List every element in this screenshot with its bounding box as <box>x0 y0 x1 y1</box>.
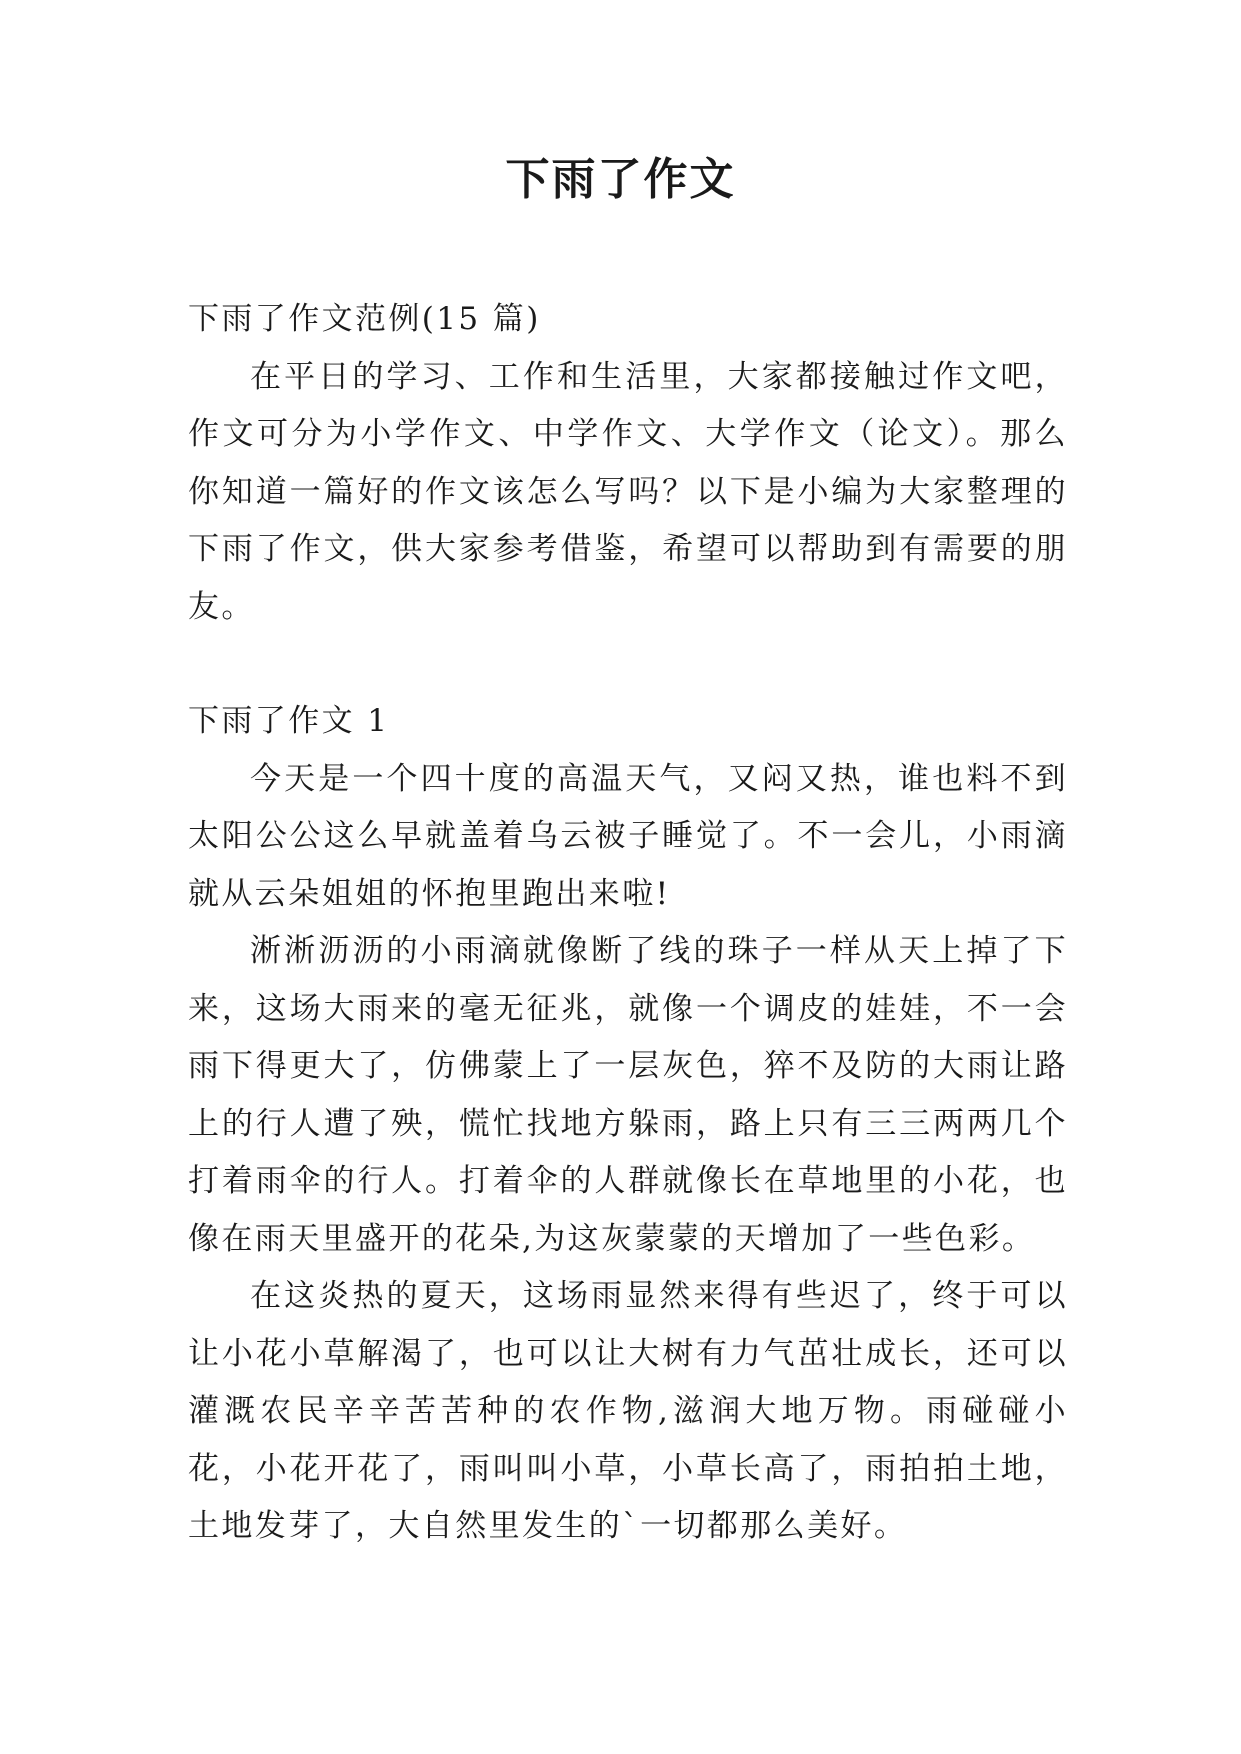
body-paragraph: 淅淅沥沥的小雨滴就像断了线的珠子一样从天上掉了下来，这场大雨来的毫无征兆，就像一个调皮的娃娃，不一会雨下得更大了，仿佛蒙上了一层灰色，猝不及防的大雨让路上的行人遭了殃，慌忙找地方躲雨，路上只有三三两两几个打着雨伞的行人。打着伞的人群就像长在草地里的小花，也像在雨天里盛开的花朵,为这灰蒙蒙的天增加了一些色彩。 <box>188 933 1068 1257</box>
document-body <box>188 291 1068 1556</box>
document-title: 下雨了作文 <box>505 154 736 205</box>
intro-paragraph: 在平日的学习、工作和生活里，大家都接触过作文吧，作文可分为小学作文、中学作文、大学作文（论文）。那么你知道一篇好的作文该怎么写吗？以下是小编为大家整理的下雨了作文，供大家参考借鉴，希望可以帮助到有需要的朋友。 <box>188 358 1068 625</box>
body-paragraph: 今天是一个四十度的高温天气，又闷又热，谁也料不到太阳公公这么早就盖着乌云被子睡觉了。不一会儿，小雨滴就从云朵姐姐的怀抱里跑出来啦! <box>188 760 1068 912</box>
body-paragraph: 在这炎热的夏天，这场雨显然来得有些迟了，终于可以让小花小草解渴了，也可以让大树有力气茁壮成长，还可以灌溉农民辛辛苦苦种的农作物,滋润大地万物。雨碰碰小花，小花开花了，雨叫叫小草，小草长高了，雨拍拍土地，土地发芽了，大自然里发生的`一切都那么美好。 <box>188 1278 1068 1544</box>
section-gap <box>188 636 1068 693</box>
document-subtitle: 下雨了作文范例(15 篇) <box>188 301 541 337</box>
section-heading: 下雨了作文 1 <box>188 703 390 739</box>
